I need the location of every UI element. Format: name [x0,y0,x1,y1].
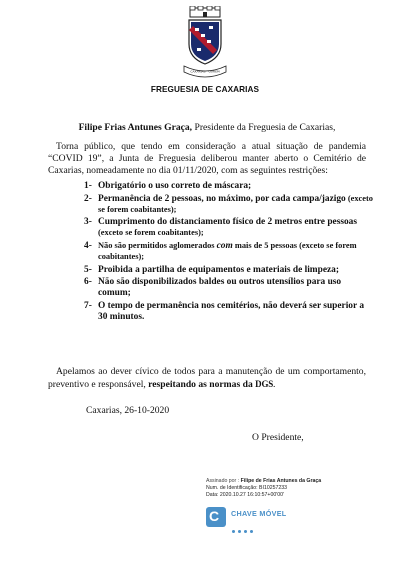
signed-by-line: Assinado por : Filipe de Frias Antunes da Graça [206,478,322,484]
page-title: FREGUESIA DE CAXARIAS [150,85,260,94]
date-line: Caxarias, 26-10-2020 [86,405,170,416]
signature-date: Data: 2020.10.27 16:10:57+00'00' [206,492,284,498]
closing-paragraph: Apelamos ao dever cívico de todos para a manutenção de um comportamento, preventivo e responsável, respeitando as normas da DGS. [48,366,366,390]
list-item: 2- Permanência de 2 pessoas, no máximo, por cada campa/jazigo (exceto se forem coabitantes); [84,193,373,214]
rules-list [84,181,374,325]
intro-line [48,122,366,134]
body-paragraph: Torna público, que tendo em consideração a atual situação de pandemia “COVID 19”, a Junta de Freguesia deliberou manter aberto o Cemitério de Caxarias, nomeadamente no dia 01/11/2020, com as seguintes restrições: [48,141,366,176]
crest-motto: CAXARIAS · OUREM [190,69,220,74]
president-name: Filipe Frias Antunes Graça, [78,122,193,133]
cmd-logo-icon: C [206,507,226,527]
coat-of-arms-icon [181,6,229,78]
signoff: O Presidente, [252,432,304,443]
chave-movel-logo [206,507,302,529]
digital-signature-block [206,478,356,499]
list-item: 1- Obrigatório o uso correto de máscara; [84,181,252,191]
list-item: 6- Não são disponibilizados baldes ou outros utensílios para uso comum; [84,277,342,299]
list-item: 5- Proibida a partilha de equipamentos e materiais de limpeza; [84,264,339,275]
list-item: 3- Cumprimento do distanciamento físico de 2 metros entre pessoas (exceto se forem coabitantes); [84,217,358,238]
dots-icon [232,520,256,538]
id-line: Num. de Identificação: BI10257233 [206,485,288,491]
president-role: Presidente da Freguesia de Caxarias, [192,122,336,133]
list-item: 4- Não são permitidos aglomerados com mais de 5 pessoas (exceto se forem coabitantes); [84,240,357,261]
list-item: 7- O tempo de permanência nos cemitérios, não deverá ser superior a 30 minutos. [84,300,365,322]
chave-movel-title: CHAVE MÓVEL [231,509,287,518]
